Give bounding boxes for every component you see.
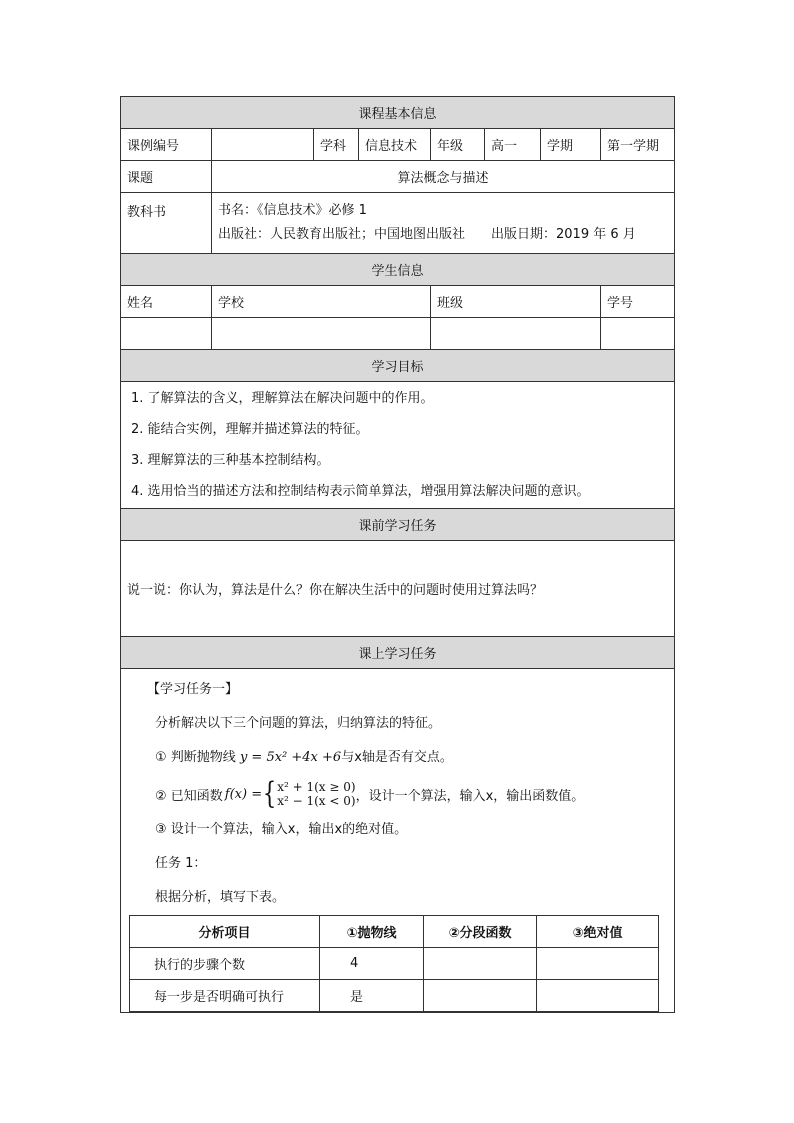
cell[interactable] <box>537 980 659 1012</box>
goal-item: 3. 理解算法的三种基本控制结构。 <box>131 453 330 468</box>
lesson-id-value <box>212 129 314 161</box>
case-2: x² − 1(x < 0) <box>277 794 356 808</box>
inclass-content <box>121 669 675 1013</box>
fill-instruction: 根据分析，填写下表。 <box>155 890 286 905</box>
textbook-row <box>121 193 675 254</box>
topic-label: 课题 <box>121 161 212 193</box>
school-label: 学校 <box>212 286 431 318</box>
section-header-student: 学生信息 <box>121 254 675 286</box>
parabola-formula: y = 5x² +4x +6 <box>239 750 342 765</box>
col-header-absolute: ③绝对值 <box>537 916 659 948</box>
name-field[interactable] <box>121 318 212 350</box>
problem-2-text: ② 已知函数 <box>155 788 223 804</box>
case-1: x² + 1(x ≥ 0) <box>277 780 356 794</box>
subject-value: 信息技术 <box>359 129 431 161</box>
goal-item: 2. 能结合实例，理解并描述算法的特征。 <box>131 422 369 437</box>
subject-label: 学科 <box>314 129 359 161</box>
lesson-table <box>120 96 675 1013</box>
term-label: 学期 <box>541 129 601 161</box>
grade-label: 年级 <box>431 129 485 161</box>
section-header-basic: 课程基本信息 <box>121 97 675 129</box>
name-label: 姓名 <box>121 286 212 318</box>
cell[interactable]: 是 <box>320 980 424 1012</box>
cell[interactable]: 4 <box>320 948 424 980</box>
task-1-label: 任务 1： <box>155 856 207 871</box>
goal-item: 4. 选用恰当的描述方法和控制结构表示简单算法，增强用算法解决问题的意识。 <box>131 484 590 499</box>
section-header-pre-task: 课前学习任务 <box>121 509 675 541</box>
analysis-table <box>129 915 659 1012</box>
function-name: f(x) = <box>224 786 263 802</box>
class-label: 班级 <box>431 286 601 318</box>
student-number-label: 学号 <box>601 286 675 318</box>
piecewise-cases <box>277 780 355 808</box>
section-header-goals: 学习目标 <box>121 350 675 382</box>
problem-1-question: 与x轴是否有交点。 <box>341 750 453 765</box>
problem-1-text: ① 判断抛物线 <box>155 750 236 765</box>
cell[interactable] <box>424 980 537 1012</box>
section-header-inclass: 课上学习任务 <box>121 637 675 669</box>
col-header-piecewise: ②分段函数 <box>424 916 537 948</box>
cell[interactable] <box>424 948 537 980</box>
textbook-value <box>212 193 675 254</box>
book-name: 书名：《信息技术》必修 1 <box>218 203 367 218</box>
row-label: 执行的步骤个数 <box>130 948 320 980</box>
grade-value: 高一 <box>485 129 541 161</box>
pre-task-text: 说一说：你认为，算法是什么？你在解决生活中的问题时使用过算法吗？ <box>121 541 675 637</box>
publisher-info: 出版社：人民教育出版社；中国地图出版社 出版日期：2019 年 6 月 <box>218 227 636 242</box>
problem-2-question: ，设计一个算法，输入x，输出函数值。 <box>355 788 585 804</box>
textbook-label: 教科书 <box>121 193 212 254</box>
pre-task-row <box>121 541 675 637</box>
brace-symbol: { <box>262 776 277 811</box>
analysis-header-row <box>130 916 659 948</box>
lesson-sheet <box>120 96 674 1013</box>
table-row <box>130 980 659 1012</box>
cell[interactable] <box>537 948 659 980</box>
student-label-row <box>121 286 675 318</box>
problem-2 <box>121 775 674 813</box>
lesson-id-label: 课例编号 <box>121 129 212 161</box>
class-field[interactable] <box>431 318 601 350</box>
term-value: 第一学期 <box>601 129 675 161</box>
student-value-row <box>121 318 675 350</box>
basic-info-row <box>121 129 675 161</box>
col-header-item: 分析项目 <box>130 916 320 948</box>
task-intro: 分析解决以下三个问题的算法，归纳算法的特征。 <box>155 716 442 731</box>
topic-row <box>121 161 675 193</box>
student-number-field[interactable] <box>601 318 675 350</box>
problem-3: ③ 设计一个算法，输入x，输出x的绝对值。 <box>155 822 408 837</box>
col-header-parabola: ①抛物线 <box>320 916 424 948</box>
problem-1 <box>121 741 674 775</box>
goals-row <box>121 382 675 509</box>
row-label: 每一步是否明确可执行 <box>130 980 320 1012</box>
table-row <box>130 948 659 980</box>
goal-item: 1. 了解算法的含义，理解算法在解决问题中的作用。 <box>131 391 434 406</box>
goals-list <box>121 382 675 509</box>
task-one-title: 【学习任务一】 <box>147 682 239 697</box>
school-field[interactable] <box>212 318 431 350</box>
topic-value: 算法概念与描述 <box>212 161 675 193</box>
inclass-row <box>121 669 675 1013</box>
